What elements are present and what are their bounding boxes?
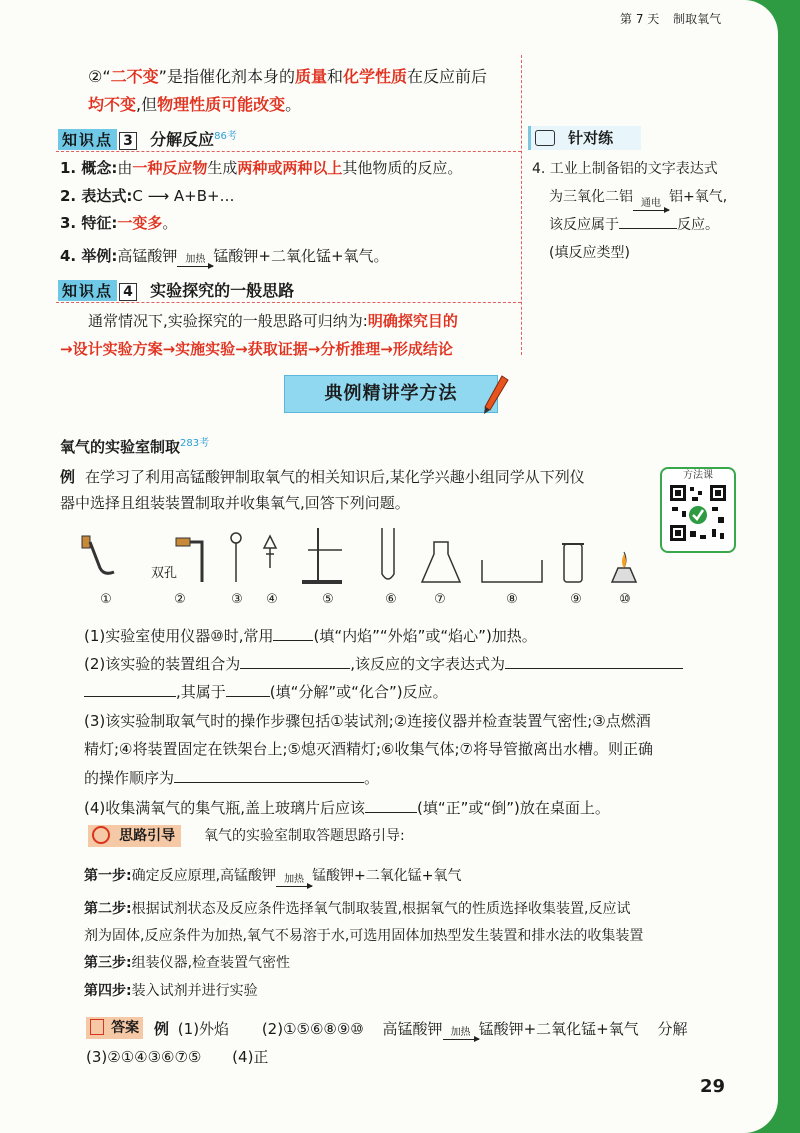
- kp3-item-2: [60, 185, 235, 207]
- practice-header: [528, 126, 641, 150]
- text: 在反应前后: [407, 67, 488, 86]
- text: ”是指催化剂本身的: [158, 67, 295, 86]
- instrument-9-gas-jar: [562, 544, 584, 582]
- step-label: 第一步:: [84, 868, 132, 884]
- column-divider: [521, 55, 522, 355]
- kp-tag: 知识点: [58, 280, 117, 301]
- text: ,其属于: [176, 683, 226, 701]
- reaction-arrow: [276, 875, 312, 887]
- practice-line: 4. 工业上制备铝的文字表达式: [532, 161, 718, 177]
- practice-title: 针对练: [568, 129, 614, 147]
- text: 在学习了利用高锰酸钾制取氧气的相关知识后,某化学兴趣小组同学从下列仪: [85, 468, 585, 486]
- pencil-icon: [480, 374, 510, 416]
- instrument-1-tube-with-stopper: [82, 536, 114, 573]
- catalyst-note-line2: [88, 94, 301, 116]
- text: 高锰酸钾: [382, 1020, 443, 1038]
- text: 高锰酸钾: [117, 247, 178, 265]
- kp4-line2: [60, 338, 453, 360]
- banner-title: 典例精讲学方法: [324, 383, 458, 404]
- text: (填“分解”或“化合”)反应。: [269, 683, 448, 701]
- answer-label: 例: [154, 1020, 170, 1038]
- text: 该反应属于: [549, 217, 619, 233]
- text: (填“内焰”“外焰”或“焰心”)加热。: [313, 627, 537, 645]
- answer-tag: [86, 1017, 143, 1039]
- highlight: 二不变: [110, 67, 159, 86]
- instrument-numbers: [0, 592, 800, 610]
- text: ,但: [136, 95, 158, 114]
- kp-exam-count: 86考: [214, 131, 237, 142]
- section-title: [60, 433, 209, 458]
- question-3-line2: 精灯;④将装置固定在铁架台上;⑤熄灭酒精灯;⑥收集气体;⑦将导管撤离出水槽。则正确: [84, 740, 654, 758]
- highlight: 一变多: [117, 214, 163, 232]
- target-icon: [92, 826, 110, 844]
- item-label: 4. 举例:: [60, 247, 118, 265]
- text: (1)实验室使用仪器⑩时,常用: [84, 627, 274, 645]
- answer-blank[interactable]: [273, 624, 313, 641]
- kp4-line1: [88, 310, 458, 332]
- running-header: [620, 10, 721, 27]
- answer-2-type: 分解: [657, 1020, 688, 1038]
- step-label: 第四步:: [84, 983, 132, 999]
- answer-3: (3)②①④③⑥⑦⑤: [86, 1048, 202, 1066]
- reaction-arrow: [177, 255, 213, 267]
- answer-2: (2)①⑤⑥⑧⑨⑩: [261, 1020, 364, 1038]
- text: 确定反应原理,高锰酸钾: [131, 868, 277, 884]
- answer-blank[interactable]: [84, 680, 176, 697]
- highlight: 物理性质可能改变: [157, 95, 286, 114]
- text: 锰酸钾+二氧化锰+氧气。: [213, 247, 389, 265]
- highlight: 两种或两种以上: [237, 159, 343, 177]
- header-day: 第 7 天: [620, 12, 660, 26]
- practice-line: (填反应类型): [549, 245, 630, 261]
- practice-question: [532, 155, 727, 267]
- question-1: [84, 624, 537, 647]
- text: C ⟶ A+B+…: [132, 187, 235, 205]
- example-label: 例: [60, 468, 76, 486]
- reaction-arrow: [443, 1028, 479, 1040]
- kp3-item-3: [60, 212, 177, 234]
- condition: 通电: [641, 198, 661, 209]
- kp-title: 实验探究的一般思路: [150, 281, 295, 300]
- instrument-5-iron-stand: [302, 528, 342, 584]
- item-label: 2. 表达式:: [60, 187, 133, 205]
- text: 器中选择且组装装置制取并收集氧气,回答下列问题。: [60, 494, 410, 512]
- guide-intro: 氧气的实验室制取答题思路引导:: [204, 828, 405, 844]
- kp-number: 3: [119, 132, 137, 150]
- answer-1: (1)外焰: [177, 1020, 230, 1038]
- text: 和: [326, 67, 343, 86]
- instrument-number: ⑦: [434, 592, 446, 607]
- instrument-8-water-trough: [482, 560, 542, 582]
- qr-code-icon[interactable]: [668, 483, 728, 543]
- text: 组装仪器,检查装置气密性: [131, 955, 291, 971]
- condition: 加热: [185, 254, 206, 265]
- text: (填“正”或“倒”)放在桌面上。: [417, 799, 610, 817]
- step-label: 第二步:: [84, 901, 132, 917]
- answer-line2: [86, 1046, 268, 1068]
- answer-blank[interactable]: [240, 652, 350, 669]
- answer-line1: [154, 1018, 688, 1040]
- guide-tag: [88, 825, 181, 847]
- text: ,该反应的文字表达式为: [350, 655, 506, 673]
- instrument-2-two-hole-stopper: [176, 538, 202, 582]
- question-4: [84, 796, 610, 819]
- text: (4)收集满氧气的集气瓶,盖上玻璃片后应该: [84, 799, 366, 817]
- text: 生成: [207, 159, 238, 177]
- kp-title: 分解反应: [150, 130, 215, 150]
- answer-4: (4)正: [232, 1048, 269, 1066]
- answer-blank[interactable]: [365, 796, 417, 813]
- answer-blank[interactable]: [226, 680, 270, 697]
- example-line1: [60, 466, 585, 488]
- banner: [284, 375, 498, 413]
- instrument-number: ⑨: [570, 592, 582, 607]
- question-2-cont: [84, 680, 448, 703]
- instrument-number: ⑩: [619, 592, 631, 607]
- section-title-text: 氧气的实验室制取: [60, 438, 181, 456]
- instrument-number: ①: [100, 592, 112, 607]
- kp-number: 4: [119, 283, 137, 301]
- text: 通常情况下,实验探究的一般思路可归纳为:: [88, 312, 368, 330]
- text: (2)该实验的装置组合为: [84, 655, 241, 673]
- text: 为三氧化二铝: [549, 189, 633, 205]
- answer-blank[interactable]: [174, 766, 364, 783]
- instrument-number: ④: [266, 592, 278, 607]
- exam-count: 283考: [180, 438, 210, 449]
- kp3-item-4: [60, 245, 389, 267]
- highlight: →设计实验方案→实施实验→获取证据→分析推理→形成结论: [60, 340, 453, 358]
- guide-step-2-line2: 剂为固体,反应条件为加热,氧气不易溶于水,可选用固体加热型发生装置和排水法的收集装置: [84, 928, 644, 944]
- highlight: 质量: [294, 67, 327, 86]
- text: 。: [364, 769, 380, 787]
- reaction-arrow: [633, 199, 669, 211]
- two-hole-label: 双孔: [151, 566, 178, 581]
- answer-blank[interactable]: [619, 212, 677, 229]
- qr-card[interactable]: [660, 467, 736, 553]
- instrument-number: ⑥: [385, 592, 397, 607]
- example-line2: [60, 492, 410, 514]
- guide-tag-label: 思路引导: [119, 828, 176, 844]
- step-label: 第三步:: [84, 955, 132, 971]
- practice-line: [532, 183, 727, 211]
- kp-tag: 知识点: [58, 129, 117, 150]
- text: 由: [117, 159, 133, 177]
- highlight: 均不变: [88, 95, 137, 114]
- instrument-6-test-tube: [382, 528, 394, 579]
- highlight: 一种反应物: [132, 159, 208, 177]
- instrument-number: ②: [174, 592, 186, 607]
- highlight: 化学性质: [342, 67, 407, 86]
- instrument-number: ③: [231, 592, 243, 607]
- page-number: 29: [700, 1076, 726, 1097]
- catalyst-note-line1: [88, 66, 487, 88]
- text: 。: [285, 95, 302, 114]
- instrument-number: ⑤: [322, 592, 334, 607]
- divider: [56, 302, 521, 303]
- practice-line: [532, 211, 727, 239]
- answer-blank[interactable]: [505, 652, 683, 669]
- question-2: [84, 652, 683, 675]
- guide-step-1: [84, 865, 462, 887]
- text: 的操作顺序为: [84, 769, 175, 787]
- guide-step-2-line1: [84, 898, 631, 920]
- instrument-7-conical-flask: [422, 542, 460, 582]
- qr-label: 方法课: [683, 470, 713, 481]
- text: ②“: [88, 67, 111, 86]
- text: 锰酸钾+二氧化锰+氧气: [478, 1020, 639, 1038]
- item-label: 3. 特征:: [60, 214, 118, 232]
- instrument-4-separatory-funnel: [264, 536, 276, 568]
- text: 铝+氧气,: [669, 189, 728, 205]
- question-3-line3: [84, 766, 379, 789]
- instrument-3-long-neck-funnel: [231, 533, 241, 582]
- knowledge-point-4-header: [58, 278, 521, 301]
- guide-step-4: [84, 980, 258, 1002]
- kp3-item-1: [60, 157, 462, 179]
- instrument-number: ⑧: [506, 592, 518, 607]
- text: 根据试剂状态及反应条件选择氧气制取装置,根据氧气的性质选择收集装置,反应试: [131, 901, 631, 917]
- text: 。: [162, 214, 178, 232]
- text: 装入试剂并进行实验: [131, 983, 258, 999]
- text: 锰酸钾+二氧化锰+氧气: [312, 868, 462, 884]
- question-3-line1: (3)该实验制取氧气时的操作步骤包括①装试剂;②连接仪器并检查装置气密性;③点燃酒: [84, 712, 651, 730]
- notebook-icon: [90, 1019, 104, 1035]
- item-label: 1. 概念:: [60, 159, 118, 177]
- highlight: 明确探究目的: [367, 312, 458, 330]
- condition: 加热: [284, 874, 305, 885]
- hand-icon: [535, 130, 555, 146]
- condition: 加热: [450, 1027, 471, 1038]
- text: 其他物质的反应。: [342, 159, 463, 177]
- text: 反应。: [677, 217, 719, 233]
- knowledge-point-3-header: [58, 127, 521, 150]
- header-topic: 制取氧气: [673, 12, 722, 26]
- instrument-10-alcohol-lamp: [612, 552, 636, 582]
- divider: [56, 151, 521, 152]
- guide-step-3: [84, 952, 290, 974]
- answer-tag-label: 答案: [111, 1020, 140, 1036]
